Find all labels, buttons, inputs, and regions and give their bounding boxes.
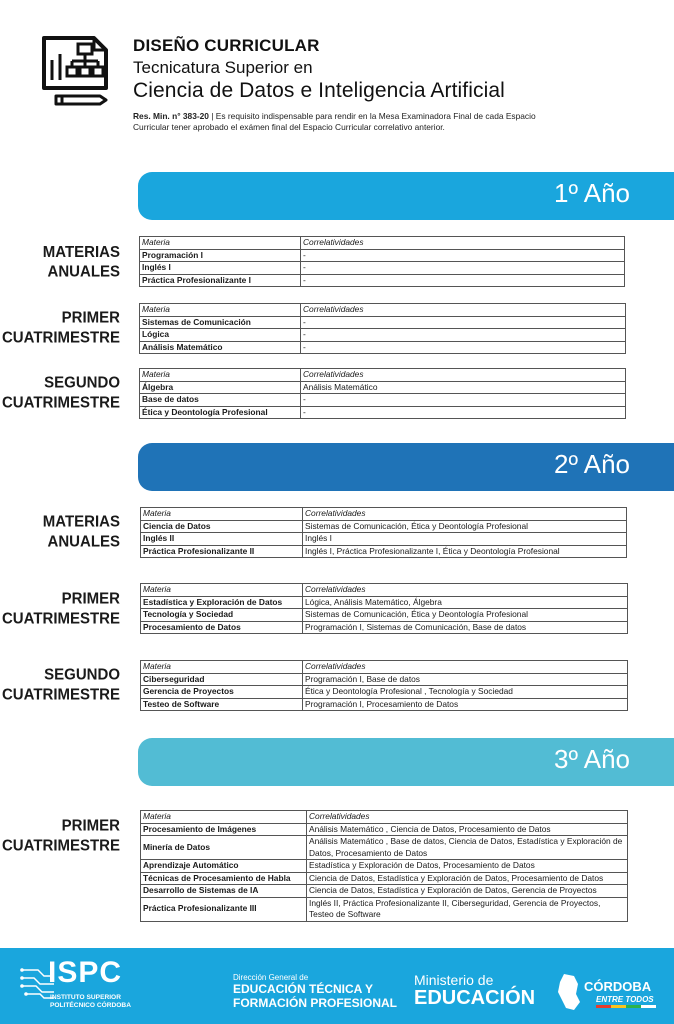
subject-correlatives: Ciencia de Datos, Estadística y Exploración de Datos, Gerencia de Proyectos	[307, 885, 628, 898]
subject-name: Minería de Datos	[141, 836, 307, 860]
career-name: Ciencia de Datos e Inteligencia Artificial	[133, 79, 505, 102]
subject-name: Gerencia de Proyectos	[141, 686, 303, 699]
subject-correlatives: Análisis Matemático , Base de datos, Ciencia de Datos, Estadística y Exploración de Datos, Procesamiento de Datos	[307, 836, 628, 860]
table-header-row	[141, 661, 628, 674]
table-row	[141, 897, 628, 921]
year-1-banner	[138, 172, 674, 220]
table-row	[140, 381, 626, 394]
ispc-logo: ISPC	[48, 956, 123, 989]
subjects-table-y1-anuales	[139, 236, 625, 287]
direccion-general-text: Dirección General de	[233, 973, 309, 982]
section-label-line: ANUALES	[47, 263, 120, 281]
section-label-y2-primer	[0, 589, 120, 629]
year-3-banner	[138, 738, 674, 786]
subject-correlatives: -	[301, 316, 626, 329]
subject-correlatives: Inglés II, Práctica Profesionalizante II, Ciberseguridad, Gerencia de Proyectos, Testeo de Software	[307, 897, 628, 921]
subject-correlatives: Ética y Deontología Profesional , Tecnología y Sociedad	[303, 686, 628, 699]
subject-name: Procesamiento de Imágenes	[141, 823, 307, 836]
section-label-y1-primer	[0, 308, 120, 348]
subject-correlatives: Análisis Matemático	[301, 381, 626, 394]
subject-name: Ciberseguridad	[141, 673, 303, 686]
subject-name: Análisis Matemático	[140, 341, 301, 354]
table-row	[141, 673, 628, 686]
subject-correlatives: Análisis Matemático , Ciencia de Datos, Procesamiento de Datos	[307, 823, 628, 836]
section-label-y2-segundo	[0, 665, 120, 705]
ispc-subtitle	[50, 994, 131, 1010]
materia-header: Materia	[140, 237, 301, 250]
subject-correlatives: Sistemas de Comunicación, Ética y Deontología Profesional	[303, 609, 628, 622]
subject-correlatives: Programación I, Base de datos	[303, 673, 628, 686]
table-row	[141, 698, 628, 711]
subject-name: Sistemas de Comunicación	[140, 316, 301, 329]
curriculum-diagram-icon	[38, 34, 122, 110]
materia-header: Materia	[141, 508, 303, 521]
table-header-row	[140, 369, 626, 382]
table-row	[141, 872, 628, 885]
section-label-line: SEGUNDO	[44, 374, 120, 392]
table-row	[140, 262, 625, 275]
correlatividades-header: Correlatividades	[303, 661, 628, 674]
resolution-text: | Es requisito indispensable para rendir en la Mesa Examinadora Final de cada Espacio Curricular tener aprobado el exámen final del Espacio Curricular correlativo anterior.	[133, 111, 536, 132]
correlatividades-header: Correlatividades	[301, 237, 625, 250]
table-row	[140, 274, 625, 287]
subject-name: Técnicas de Procesamiento de Habla	[141, 872, 307, 885]
year-1-label: 1º Año	[553, 178, 630, 208]
section-label-line: CUATRIMESTRE	[1, 610, 120, 628]
correlatividades-header: Correlatividades	[301, 304, 626, 317]
subject-correlatives: Estadística y Exploración de Datos, Procesamiento de Datos	[307, 860, 628, 873]
section-label-line: CUATRIMESTRE	[1, 394, 120, 412]
subject-name: Tecnología y Sociedad	[141, 609, 303, 622]
subject-correlatives: Inglés I	[303, 533, 627, 546]
materia-header: Materia	[141, 584, 303, 597]
subject-name: Álgebra	[140, 381, 301, 394]
table-row	[140, 249, 625, 262]
resolution-note	[133, 111, 573, 133]
materia-header: Materia	[141, 811, 307, 824]
table-header-row	[140, 304, 626, 317]
correlatividades-header: Correlatividades	[301, 369, 626, 382]
subjects-table-y2-anuales	[140, 507, 627, 558]
cordoba-map-icon	[556, 972, 582, 1012]
subjects-table-y2-primer	[140, 583, 628, 634]
table-row	[141, 823, 628, 836]
subject-correlatives: Sistemas de Comunicación, Ética y Deontología Profesional	[303, 520, 627, 533]
year-3-label: 3º Año	[553, 744, 630, 774]
section-label-line: ANUALES	[47, 533, 120, 551]
subjects-table-y1-primer	[139, 303, 626, 354]
subject-name: Inglés II	[141, 533, 303, 546]
table-header-row	[141, 811, 628, 824]
table-row	[141, 836, 628, 860]
section-label-y3-primer	[0, 816, 120, 856]
subject-name: Procesamiento de Datos	[141, 621, 303, 634]
subjects-table-y3-primer	[140, 810, 628, 922]
table-row	[141, 885, 628, 898]
table-header-row	[141, 584, 628, 597]
table-row	[140, 406, 626, 419]
section-label-line: CUATRIMESTRE	[1, 329, 120, 347]
subject-name: Base de datos	[140, 394, 301, 407]
educacion-tecnica-text: EDUCACIÓN TÉCNICA Y	[233, 982, 374, 996]
section-label-line: SEGUNDO	[44, 666, 120, 684]
table-header-row	[141, 508, 627, 521]
section-label-line: MATERIAS	[42, 513, 120, 531]
subject-correlatives: -	[301, 274, 625, 287]
table-row	[140, 329, 626, 342]
table-row	[141, 520, 627, 533]
subjects-table-y1-segundo	[139, 368, 626, 419]
correlatividades-header: Correlatividades	[307, 811, 628, 824]
document-title: DISEÑO CURRICULAR	[133, 36, 320, 55]
table-row	[141, 596, 628, 609]
subject-correlatives: -	[301, 406, 626, 419]
materia-header: Materia	[141, 661, 303, 674]
entre-todos-text: ENTRE TODOS	[596, 995, 654, 1004]
subject-correlatives: -	[301, 394, 626, 407]
table-row	[141, 545, 627, 558]
table-row	[140, 341, 626, 354]
table-row	[141, 860, 628, 873]
subject-name: Inglés I	[140, 262, 301, 275]
section-label-line: PRIMER	[61, 309, 120, 327]
subject-correlatives: -	[301, 329, 626, 342]
subject-correlatives: Programación I, Procesamiento de Datos	[303, 698, 628, 711]
section-label-line: CUATRIMESTRE	[1, 686, 120, 704]
table-row	[141, 609, 628, 622]
subject-name: Práctica Profesionalizante I	[140, 274, 301, 287]
section-label-line: MATERIAS	[42, 243, 120, 261]
subject-correlatives: Programación I, Sistemas de Comunicación, Base de datos	[303, 621, 628, 634]
educacion-text: EDUCACIÓN	[414, 987, 536, 1009]
subject-name: Programación I	[140, 249, 301, 262]
ispc-subtitle-line: POLITÉCNICO CÓRDOBA	[50, 1002, 131, 1009]
subjects-table-y2-segundo	[140, 660, 628, 711]
table-row	[141, 621, 628, 634]
subject-name: Ética y Deontología Profesional	[140, 406, 301, 419]
subject-name: Aprendizaje Automático	[141, 860, 307, 873]
cordoba-flag-stripes	[596, 1005, 656, 1008]
ministerio-text: Ministerio de	[414, 972, 494, 988]
table-row	[140, 316, 626, 329]
subject-correlatives: Lógica, Análisis Matemático, Álgebra	[303, 596, 628, 609]
ispc-subtitle-line: INSTITUTO SUPERIOR	[50, 994, 121, 1001]
table-row	[141, 533, 627, 546]
section-label-y1-anuales	[0, 242, 120, 282]
document-subtitle: Tecnicatura Superior en	[133, 58, 313, 77]
cordoba-logo-text: CÓRDOBA	[584, 979, 652, 994]
table-row	[140, 394, 626, 407]
section-label-line: CUATRIMESTRE	[1, 837, 120, 855]
section-label-line: PRIMER	[61, 817, 120, 835]
materia-header: Materia	[140, 304, 301, 317]
subject-name: Práctica Profesionalizante III	[141, 897, 307, 921]
year-2-banner	[138, 443, 674, 491]
correlatividades-header: Correlatividades	[303, 508, 627, 521]
section-label-y1-segundo	[0, 373, 120, 413]
materia-header: Materia	[140, 369, 301, 382]
subject-correlatives: Ciencia de Datos, Estadística y Exploración de Datos, Procesamiento de Datos	[307, 872, 628, 885]
subject-name: Práctica Profesionalizante II	[141, 545, 303, 558]
subject-name: Desarrollo de Sistemas de IA	[141, 885, 307, 898]
subject-name: Lógica	[140, 329, 301, 342]
table-header-row	[140, 237, 625, 250]
section-label-y2-anuales	[0, 512, 120, 552]
correlatividades-header: Correlatividades	[303, 584, 628, 597]
subject-correlatives: -	[301, 262, 625, 275]
section-label-line: PRIMER	[61, 590, 120, 608]
subject-name: Ciencia de Datos	[141, 520, 303, 533]
resolution-number: Res. Min. n° 383-20	[133, 111, 209, 121]
subject-correlatives: -	[301, 341, 626, 354]
table-row	[141, 686, 628, 699]
subject-name: Estadística y Exploración de Datos	[141, 596, 303, 609]
subject-name: Testeo de Software	[141, 698, 303, 711]
formacion-profesional-text: FORMACIÓN PROFESIONAL	[233, 996, 397, 1010]
subject-correlatives: Inglés I, Práctica Profesionalizante I, Ética y Deontología Profesional	[303, 545, 627, 558]
year-2-label: 2º Año	[553, 449, 630, 479]
subject-correlatives: -	[301, 249, 625, 262]
